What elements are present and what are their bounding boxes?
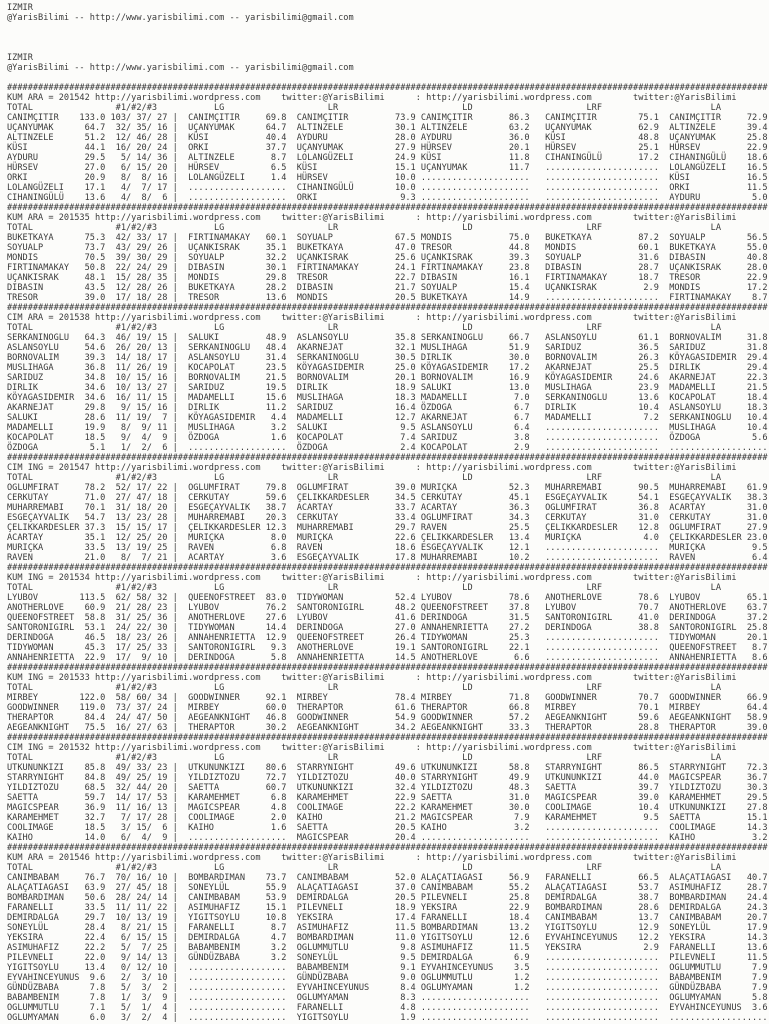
stat-row: GOODWINNER 119.0 73/ 37/ 24 | MIRBEY 60.0 THERAPTOR 61.6 THERAPTOR 66.8 MIRBEY 70.1 MIRBEY 64.4 [7, 703, 768, 713]
stat-row: BOMBARDIMAN 50.6 28/ 24/ 14 | CANIMBABAM 53.9 DEMIRDALGA 20.5 PILEVNELI 25.8 DEMIRDALGA 38.7 BOMBARDIMAN 24.4 [7, 893, 768, 903]
blank-line [7, 23, 769, 33]
section-header: KUM ARA = 201546 http://yarisbilimi.wordpress.com twitter:@YarisBilimi : http://yarisbilimi.wordpress.com twitter:@YarisBilimi [7, 853, 737, 863]
stat-row: OGLUMYAMAN 6.0 3/ 2/ 4 | ................... YIGITSOYLU 1.9 ..................... ...................... ................... [7, 1013, 768, 1023]
stat-row: CANIMÇITIR 133.0 103/ 37/ 27 | CANIMÇITIR 69.8 CANIMÇITIR 73.9 CANIMÇITIR 86.3 CANIMÇITIR 75.1 CANIMÇITIR 72.9 [7, 113, 768, 123]
stat-row: KOCAPOLAT 18.5 9/ 4/ 9 | ÖZDOGA 1.6 KOCAPOLAT 7.4 SARIDUZ 3.8 ...................... ÖZDOGA 5.6 [7, 433, 768, 443]
column-header-row: TOTAL #1/#2/#3 LG LR LD LRF LA [7, 473, 721, 483]
hash-divider: ################################################################################################################################################### [7, 83, 768, 93]
stat-row: SARIDUZ 34.8 10/ 15/ 16 | BORNOVALIM 21.5 BORNOVALIM 20.1 BORNOVALIM 16.9 KÖYAGASIDEMIR 24.6 AKARNEJAT 22.3 [7, 373, 768, 383]
hash-divider: ################################################################################################################################################### [7, 203, 768, 213]
stat-row: DEMIRDALGA 29.7 10/ 13/ 19 | YIGITSOYLU 10.8 YEKSIRA 17.4 FARANELLI 18.4 CANIMBABAM 13.7 CANIMBABAM 20.7 [7, 913, 768, 923]
stat-row: YILDIZTOZU 68.5 32/ 44/ 20 | SAETTA 60.7 UTKUNUNKIZI 32.4 YILDIZTOZU 48.3 SAETTA 39.7 YILDIZTOZU 30.3 [7, 783, 768, 793]
stat-row: UÇANYUMAK 64.7 32/ 35/ 16 | UÇANYUMAK 64.7 ALTINZELE 30.1 ALTINZELE 63.2 UÇANYUMAK 62.9 ALTINZELE 39.4 [7, 123, 768, 133]
hash-divider: ################################################################################################################################################### [7, 733, 768, 743]
hash-divider: ################################################################################################################################################### [7, 563, 768, 573]
stat-row: LOLANGÜZELI 17.1 4/ 7/ 17 | ................... CIHANINGÜLÜ 10.0 ..................... ...................... ORKI 11.5 [7, 183, 768, 193]
stat-row: FIRTINAMAKAY 50.8 22/ 24/ 29 | DIBASIN 30.1 FIRTINAMAKAY 24.1 FIRTINAMAKAY 23.8 DIBASIN 28.7 UÇANKISRAK 28.0 [7, 263, 768, 273]
hash-divider: ################################################################################################################################################### [7, 663, 768, 673]
location-title: IZMIR [7, 3, 33, 13]
stat-row: SERKANINOGLU 64.3 46/ 19/ 15 | SALUKI 48.9 ASLANSOYLU 35.8 SERKANINOGLU 66.7 ASLANSOYLU 61.1 BORNOVALIM 31.8 [7, 333, 768, 343]
stat-row: RAVEN 21.0 8/ 7/ 21 | ACARTAY 3.6 ESGEÇAYVALIK 17.8 MUHARREMABI 10.2 ...................... RAVEN 6.4 [7, 553, 768, 563]
column-header-row: TOTAL #1/#2/#3 LG LR LD LRF LA [7, 223, 721, 233]
section-header: CIM ARA = 201538 http://yarisbilimi.wordpress.com twitter:@YarisBilimi : http://yarisbilimi.wordpress.com twitter:@YarisBilimi [7, 313, 737, 323]
stat-row: CANIMBABAM 76.7 70/ 16/ 10 | BOMBARDIMAN 73.7 CANIMBABAM 52.0 ALAÇATIAGASI 56.9 FARANELLI 66.5 ALAÇATIAGASI 40.7 [7, 873, 768, 883]
stat-row: AYDURU 29.5 5/ 14/ 36 | ALTINZELE 8.7 LOLANGÜZELI 24.9 KÜSI 11.8 CIHANINGÜLÜ 17.2 CIHANINGÜLÜ 18.6 [7, 153, 768, 163]
stat-row: SOYUALP 73.7 43/ 29/ 26 | UÇANKISRAK 35.1 BUKETKAYA 47.0 TRESOR 44.8 MONDIS 60.1 BUKETKAYA 55.0 [7, 243, 768, 253]
stat-row: DIRLIK 34.6 10/ 13/ 27 | SARIDUZ 19.5 DIRLIK 18.9 SALUKI 13.0 MUSLIHAGA 23.9 MADAMELLI 21.5 [7, 383, 768, 393]
section-header: KUM ARA = 201535 http://yarisbilimi.wordpress.com twitter:@YarisBilimi : http://yarisbilimi.wordpress.com twitter:@YarisBilimi [7, 213, 737, 223]
stat-row: HÜRSEV 27.0 6/ 15/ 20 | HÜRSEV 6.5 KÜSI 15.1 UÇANYUMAK 11.7 ...................... LOLANGÜZELI 16.5 [7, 163, 768, 173]
stat-row: MUHARREMABI 70.1 31/ 18/ 20 | ESGEÇAYVALIK 38.7 ACARTAY 33.7 ACARTAY 36.3 OGLUMFIRAT 36.8 ACARTAY 31.0 [7, 503, 768, 513]
stat-row: UÇANKISRAK 48.1 15/ 28/ 35 | MONDIS 29.8 TRESOR 22.7 DIBASIN 16.1 FIRTINAMAKAY 18.7 TRESOR 22.9 [7, 273, 768, 283]
stat-row: DERINDOGA 46.5 18/ 23/ 26 | ANNAHENRIETTA 12.9 QUEENOFSTREET 26.4 TIDYWOMAN 25.3 ...................... TIDYWOMAN 20.1 [7, 633, 768, 643]
stat-row: KÖYAGASIDEMIR 34.6 16/ 11/ 15 | MADAMELLI 15.6 MUSLIHAGA 18.3 MADAMELLI 7.0 SERKANINOGLU 13.6 KOCAPOLAT 18.4 [7, 393, 768, 403]
stat-row: ÖZDOGA 5.1 1/ 2/ 6 | ................... ÖZDOGA 2.4 KOCAPOLAT 2.9 ...................... ................... [7, 443, 768, 453]
stat-row: PILEVNELI 22.0 9/ 14/ 13 | GÜNDÜZBABA 3.2 SONEYLÜL 9.5 DEMIRDALGA 6.9 ...................... PILEVNELI 11.5 [7, 953, 768, 963]
stat-row: KARAMEHMET 32.7 7/ 17/ 28 | COOLIMAGE 2.0 KAIHO 21.2 MAGICSPEAR 7.9 KARAMEHMET 9.5 SAETTA 15.1 [7, 813, 768, 823]
stat-row: KAIHO 14.0 6/ 4/ 9 | ................... MAGICSPEAR 20.4 ..................... ...................... KAIHO 3.2 [7, 833, 768, 843]
stat-row: ESGEÇAYVALIK 54.7 13/ 23/ 28 | MUHARREMABI 20.3 CERKUTAY 33.4 OGLUMFIRAT 34.3 CERKUTAY 31.0 CERKUTAY 31.0 [7, 513, 768, 523]
hash-divider: ################################################################################################################################################### [7, 843, 768, 853]
stat-row: SANTORONIGIRL 53.1 24/ 22/ 30 | TIDYWOMAN 14.4 DERINDOGA 27.0 ANNAHENRIETTA 27.2 DERINDOGA 38.8 SANTORONIGIRL 25.8 [7, 623, 768, 633]
stat-row: SAETTA 59.7 14/ 17/ 53 | KARAMEHMET 6.8 KARAMEHMET 22.9 SAETTA 31.0 MAGICSPEAR 39.0 KARAMEHMET 29.5 [7, 793, 768, 803]
contact-line: @YarisBilimi -- http://www.yarisbilimi.com -- yarisbilimi@gmail.com [7, 63, 354, 73]
stat-row: ALTINZELE 51.2 12/ 46/ 28 | KÜSI 40.4 AYDURU 28.0 AYDURU 36.0 KÜSI 48.8 UÇANYUMAK 25.8 [7, 133, 768, 143]
stat-row: CERKUTAY 71.0 27/ 47/ 18 | CERKUTAY 59.6 ÇELIKKARDESLER 34.5 CERKUTAY 45.1 ESGEÇAYVALIK 54.1 ESGEÇAYVALIK 38.3 [7, 493, 768, 503]
hash-divider: ################################################################################################################################################### [7, 303, 768, 313]
stat-row: LYUBOV 113.5 62/ 58/ 32 | QUEENOFSTREET 83.0 TIDYWOMAN 52.4 LYUBOV 78.6 ANOTHERLOVE 78.6 LYUBOV 65.1 [7, 593, 768, 603]
stat-row: CIHANINGÜLÜ 13.6 4/ 8/ 6 | ................... ORKI 9.3 ..................... ...................... AYDURU 5.0 [7, 193, 768, 203]
section-header: KUM ING = 201533 http://yarisbilimi.wordpress.com twitter:@YarisBilimi : http://yarisbilimi.wordpress.com twitter:@YarisBilimi [7, 673, 737, 683]
stat-row: ACARTAY 35.1 12/ 25/ 20 | MURIÇKA 8.0 MURIÇKA 22.6 ÇELIKKARDESLER 13.4 MURIÇKA 4.0 ÇELIKKARDESLER 23.0 [7, 533, 768, 543]
sections-container [7, 83, 769, 1023]
section-header: KUM ARA = 201542 http://yarisbilimi.wordpress.com twitter:@YarisBilimi : http://yarisbilimi.wordpress.com twitter:@YarisBilimi [7, 93, 737, 103]
column-header-row: TOTAL #1/#2/#3 LG LR LD LRF LA [7, 863, 721, 873]
contact-line: @YarisBilimi -- http://www.yarisbilimi.com -- yarisbilimi@gmail.com [7, 13, 354, 23]
stat-row: THERAPTOR 84.4 24/ 47/ 50 | AEGEANKNIGHT 46.8 GOODWINNER 54.9 GOODWINNER 57.2 AEGEANKNIGHT 59.6 AEGEANKNIGHT 58.9 [7, 713, 768, 723]
stat-row: YEKSIRA 22.4 6/ 15/ 15 | DEMIRDALGA 4.7 BOMBARDIMAN 11.0 YIGITSOYLU 12.6 EYVAHINCEYUNUS 12.2 YEKSIRA 14.3 [7, 933, 768, 943]
column-header-row: TOTAL #1/#2/#3 LG LR LD LRF LA [7, 583, 721, 593]
column-header-row: TOTAL #1/#2/#3 LG LR LD LRF LA [7, 683, 721, 693]
stat-row: ÇELIKKARDESLER 37.3 15/ 15/ 17 | ÇELIKKARDESLER 12.3 MUHARREMABI 29.7 RAVEN 25.5 ÇELIKKARDESLER 12.8 OGLUMFIRAT 27.9 [7, 523, 768, 533]
section-header: CIM ING = 201532 http://yarisbilimi.wordpress.com twitter:@YarisBilimi : http://yarisbilimi.wordpress.com twitter:@YarisBilimi [7, 743, 737, 753]
stat-row: ALAÇATIAGASI 63.9 27/ 45/ 18 | SONEYLÜL 55.9 ALAÇATIAGASI 37.0 CANIMBABAM 55.2 ALAÇATIAGASI 53.7 ASIMUHAFIZ 28.7 [7, 883, 768, 893]
stat-row: DIBASIN 43.5 12/ 28/ 26 | BUKETKAYA 28.2 DIBASIN 21.7 SOYUALP 15.4 UÇANKISRAK 2.9 MONDIS 17.2 [7, 283, 768, 293]
column-header-row: TOTAL #1/#2/#3 LG LR LD LRF LA [7, 103, 721, 113]
stat-row: TRESOR 39.0 17/ 18/ 28 | TRESOR 13.6 MONDIS 20.5 BUKETKAYA 14.9 ...................... FIRTINAMAKAY 8.7 [7, 293, 768, 303]
stat-row: SONEYLÜL 28.4 8/ 21/ 15 | FARANELLI 8.7 ASIMUHAFIZ 11.5 BOMBARDIMAN 13.2 YIGITSOYLU 12.9 SONEYLÜL 17.9 [7, 923, 768, 933]
stat-row: ANNAHENRIETTA 22.9 17/ 9/ 10 | DERINDOGA 5.8 ANNAHENRIETTA 14.5 ANOTHERLOVE 6.6 ...................... ANNAHENRIETTA 8.6 [7, 653, 768, 663]
stat-row: EYVAHINCEYUNUS 9.6 2/ 3/ 10 | ................... GÜNDÜZBABA 9.0 OGLUMMUTLU 1.2 ...................... BABAMBENIM 7.9 [7, 973, 768, 983]
stat-row: YIGITSOYLU 13.4 0/ 12/ 10 | ................... BABAMBENIM 9.1 EYVAHINCEYUNUS 3.5 ...................... OGLUMMUTLU 7.9 [7, 963, 768, 973]
stat-row: BORNOVALIM 39.3 14/ 18/ 17 | ASLANSOYLU 31.4 SERKANINOGLU 30.5 DIRLIK 30.0 BORNOVALIM 26.3 KÖYAGASIDEMIR 29.4 [7, 353, 768, 363]
stat-row: MAGICSPEAR 36.9 11/ 16/ 13 | MAGICSPEAR 4.8 COOLIMAGE 22.2 KARAMEHMET 30.0 COOLIMAGE 10.4 UTKUNUNKIZI 27.8 [7, 803, 768, 813]
stat-row: QUEENOFSTREET 58.8 31/ 25/ 36 | ANOTHERLOVE 27.6 LYUBOV 41.6 DERINDOGA 31.5 SANTORONIGIRL 41.0 DERINDOGA 37.2 [7, 613, 768, 623]
stat-row: UTKUNUNKIZI 85.8 49/ 33/ 23 | UTKUNUNKIZI 80.6 STARRYNIGHT 49.6 UTKUNUNKIZI 58.8 STARRYNIGHT 86.5 STARRYNIGHT 72.3 [7, 763, 768, 773]
column-header-row: TOTAL #1/#2/#3 LG LR LD LRF LA [7, 323, 721, 333]
section-header: CIM ING = 201547 http://yarisbilimi.wordpress.com twitter:@YarisBilimi : http://yarisbilimi.wordpress.com twitter:@YarisBilimi [7, 463, 737, 473]
stat-row: STARRYNIGHT 84.8 49/ 25/ 19 | YILDIZTOZU 72.7 YILDIZTOZU 40.0 STARRYNIGHT 49.9 UTKUNUNKIZI 44.0 MAGICSPEAR 36.7 [7, 773, 768, 783]
stat-row: OGLUMMUTLU 7.1 5/ 1/ 4 | ................... FARANELLI 4.8 ..................... ...................... EYVAHINCEYUNUS 3.6 [7, 1003, 768, 1013]
blank-line [7, 73, 769, 83]
stat-row: MURIÇKA 33.5 13/ 19/ 25 | RAVEN 6.8 RAVEN 18.6 ESGEÇAYVALIK 12.1 ...................... MURIÇKA 9.5 [7, 543, 768, 553]
section-header: KUM ING = 201534 http://yarisbilimi.wordpress.com twitter:@YarisBilimi : http://yarisbilimi.wordpress.com twitter:@YarisBilimi [7, 573, 737, 583]
blank-line [7, 33, 769, 43]
stat-row: ANOTHERLOVE 60.9 21/ 28/ 23 | LYUBOV 76.2 SANTORONIGIRL 48.2 QUEENOFSTREET 37.8 LYUBOV 70.7 ANOTHERLOVE 63.7 [7, 603, 768, 613]
stat-row: MUSLIHAGA 36.8 11/ 26/ 19 | KOCAPOLAT 23.5 KÖYAGASIDEMIR 25.0 KÖYAGASIDEMIR 17.2 AKARNEJAT 25.5 DIRLIK 29.4 [7, 363, 768, 373]
stat-row: MONDIS 70.5 39/ 30/ 29 | SOYUALP 32.2 UÇANKISRAK 25.6 UÇANKISRAK 39.3 SOYUALP 31.6 DIBASIN 40.8 [7, 253, 768, 263]
stat-row: SALUKI 28.6 11/ 19/ 7 | KÖYAGASIDEMIR 4.4 MADAMELLI 12.7 AKARNEJAT 6.7 MADAMELLI 7.2 SERKANINOGLU 10.4 [7, 413, 768, 423]
stat-row: MADAMELLI 19.9 8/ 9/ 11 | MUSLIHAGA 3.2 SALUKI 9.5 ASLANSOYLU 6.4 ...................... MUSLIHAGA 10.4 [7, 423, 768, 433]
stat-row: KÜSI 44.1 16/ 20/ 24 | ORKI 37.7 UÇANYUMAK 27.9 HÜRSEV 20.1 HÜRSEV 25.1 HÜRSEV 22.9 [7, 143, 768, 153]
location-title: IZMIR [7, 53, 33, 63]
hash-divider: ################################################################################################################################################### [7, 453, 768, 463]
stat-row: GÜNDÜZBABA 7.8 5/ 3/ 2 | ................... EYVAHINCEYUNUS 8.4 OGLUMYAMAN 1.2 ...................... GÜNDÜZBABA 7.9 [7, 983, 768, 993]
stat-row: OGLUMFIRAT 78.2 52/ 17/ 22 | OGLUMFIRAT 79.8 OGLUMFIRAT 39.0 MURIÇKA 52.3 MUHARREMABI 90.5 MUHARREMABI 61.9 [7, 483, 768, 493]
stat-row: FARANELLI 33.5 11/ 11/ 22 | ASIMUHAFIZ 15.1 PILEVNELI 18.9 YEKSIRA 22.9 BOMBARDIMAN 28.6 DEMIRDALGA 24.3 [7, 903, 768, 913]
stat-row: BABAMBENIM 7.8 1/ 3/ 9 | ................... OGLUMYAMAN 8.3 ..................... ...................... OGLUMYAMAN 5.8 [7, 993, 768, 1003]
stat-row: ASIMUHAFIZ 22.2 5/ 7/ 25 | BABAMBENIM 3.2 OGLUMMUTLU 9.8 ASIMUHAFIZ 11.5 YEKSIRA 2.9 FARANELLI 13.6 [7, 943, 768, 953]
stat-row: MIRBEY 122.0 58/ 60/ 34 | GOODWINNER 92.1 MIRBEY 78.4 MIRBEY 71.8 GOODWINNER 70.7 GOODWINNER 66.9 [7, 693, 768, 703]
blank-line [7, 43, 769, 53]
stat-row: TIDYWOMAN 45.3 17/ 25/ 33 | SANTORONIGIRL 9.3 ANOTHERLOVE 19.1 SANTORONIGIRL 22.1 ...................... QUEENOFSTREET 8.7 [7, 643, 768, 653]
stat-row: AEGEANKNIGHT 75.5 16/ 27/ 63 | THERAPTOR 30.2 AEGEANKNIGHT 34.2 AEGEANKNIGHT 33.3 THERAPTOR 28.8 THERAPTOR 39.0 [7, 723, 768, 733]
stat-row: ASLANSOYLU 54.6 26/ 20/ 13 | SERKANINOGLU 48.4 AKARNEJAT 32.1 MUSLIHAGA 51.9 SARIDUZ 36.5 SARIDUZ 31.8 [7, 343, 768, 353]
stat-row: BUKETKAYA 75.3 42/ 33/ 17 | FIRTINAMAKAY 60.1 SOYUALP 67.5 MONDIS 75.0 BUKETKAYA 87.2 SOYUALP 56.5 [7, 233, 768, 243]
stat-row: AKARNEJAT 29.8 9/ 15/ 16 | DIRLIK 11.2 SARIDUZ 16.4 ÖZDOGA 6.7 DIRLIK 10.4 ASLANSOYLU 18.3 [7, 403, 768, 413]
column-header-row: TOTAL #1/#2/#3 LG LR LD LRF LA [7, 753, 721, 763]
stat-row: ORKI 20.9 8/ 8/ 16 | LOLANGÜZELI 1.4 HÜRSEV 10.0 ..................... ...................... KÜSI 16.5 [7, 173, 768, 183]
stat-row: COOLIMAGE 18.5 3/ 15/ 6 | KAIHO 1.6 SAETTA 20.5 KAIHO 3.2 ...................... COOLIMAGE 14.3 [7, 823, 768, 833]
